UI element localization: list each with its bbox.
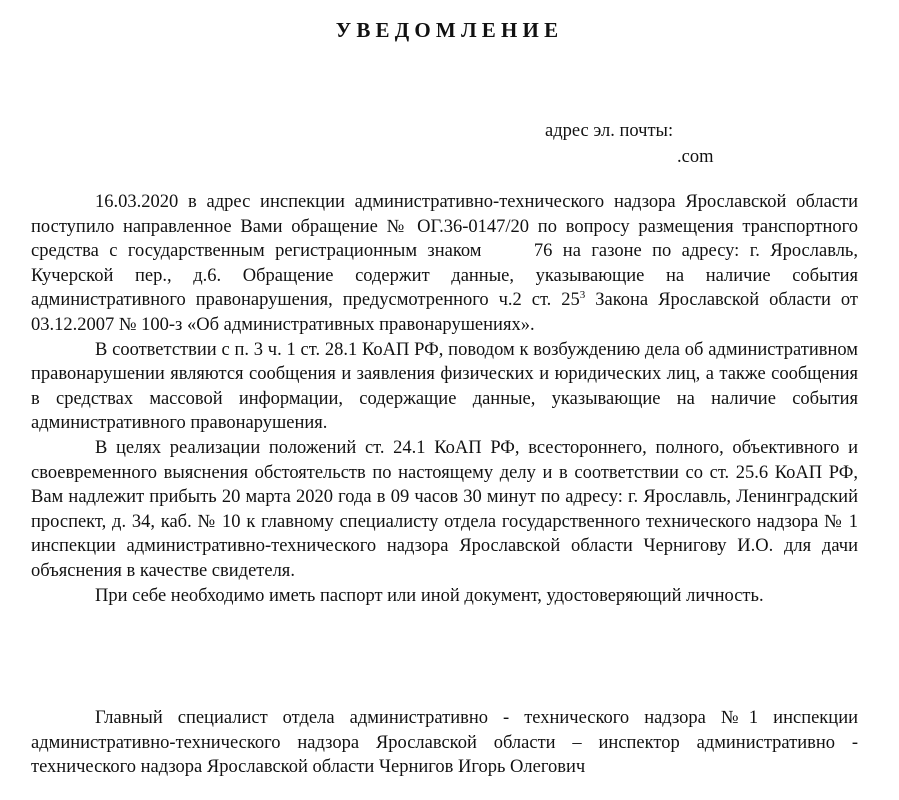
paragraph-appeal (31, 190, 858, 338)
signature-block (31, 706, 858, 780)
paragraph-koap-grounds: В соответствии с п. 3 ч. 1 ст. 28.1 КоАП РФ, поводом к возбуждению дела об административном правонарушении являются сообщения и заявления физических и юридических лиц, а также сообщения в средствах массовой информации, содержащие данные, указывающие на наличие события административного правонарушения. (31, 339, 858, 434)
paragraph-appeal-part2: на газоне по адресу: г. Ярославль, Кучерской пер., д.6. Обращение содержит данные, указывающие на наличие события административного правонарушения, предусмотренного ч.2 ст. 25 (31, 241, 858, 311)
notice-body (31, 190, 858, 608)
paragraph-appeal-part1: 16.03.2020 в адрес инспекции административно-технического надзора Ярославской области поступило направленное Вами обращение № ОГ.36-0147/20 по вопросу размещения транспортного средства с государственным регистрационным знаком (31, 192, 858, 262)
plate-region: 76 (533, 241, 553, 262)
article-superscript: 3 (579, 289, 586, 302)
email-block (545, 118, 713, 170)
document-title: УВЕДОМЛЕНИЕ (335, 18, 564, 42)
paragraph-documents: При себе необходимо иметь паспорт или иной документ, удостоверяющий личность. (95, 585, 764, 606)
email-label: адрес эл. почты: (545, 121, 674, 141)
paragraph-appeal-part3: Закона Ярославской области от 03.12.2007 № 100-з «Об административных правонарушениях». (31, 290, 858, 335)
signature-text: Главный специалист отдела административно - технического надзора №1 инспекции административно-технического надзора Ярославской области – инспектор административно - технического надзора Ярославской области Чернигов Игорь Олегович (31, 708, 858, 778)
paragraph-summons: В целях реализации положений ст. 24.1 КоАП РФ, всестороннего, полного, объективного и своевременного выяснения обстоятельств по настоящему делу и в соответствии со ст. 25.6 КоАП РФ, Вам надлежит прибыть 20 марта 2020 года в 09 часов 30 минут по адресу: г. Ярославль, Ленинградский проспект, д. 34, каб. № 10 к главному специалисту отдела государственного технического надзора № 1 инспекции административно-технического надзора Ярославской области Чернигову И.О. для дачи объяснения в качестве свидетеля. (31, 437, 858, 581)
email-domain: .com (677, 147, 714, 167)
